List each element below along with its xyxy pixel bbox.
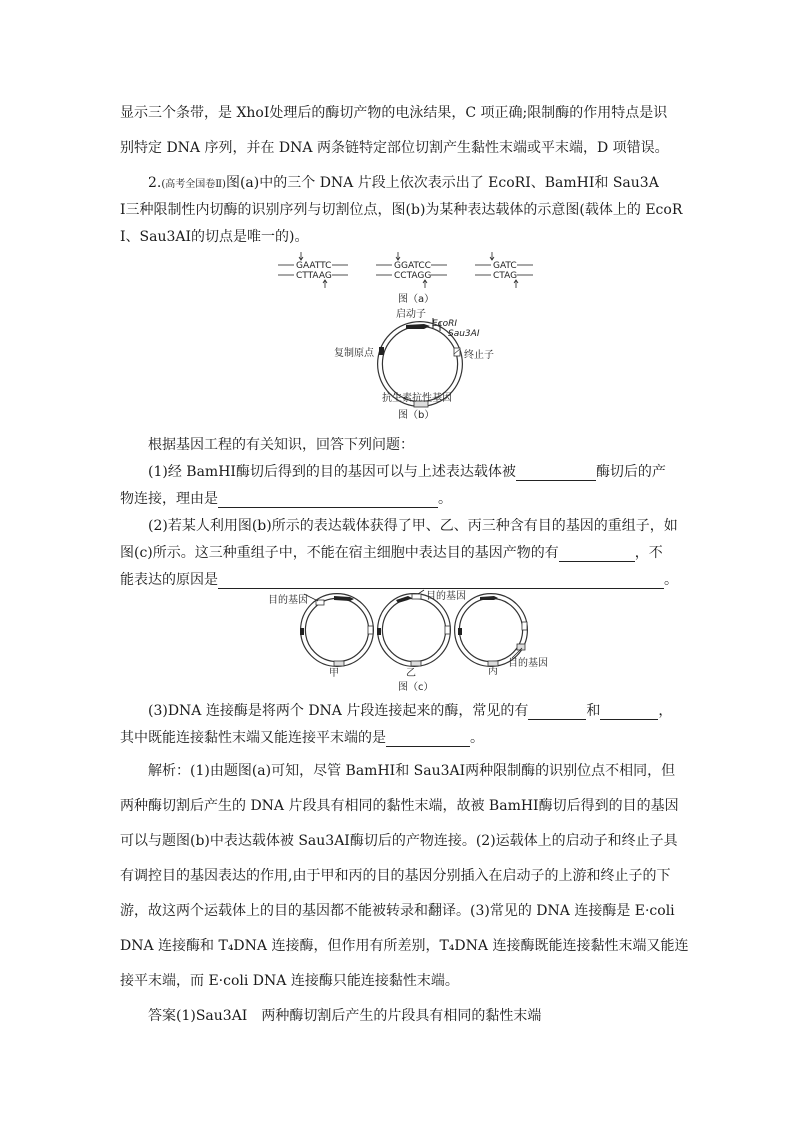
q1-text-a: (1)经 BamHⅠ酶切后得到的目的基因可以与上述表达载体被 bbox=[148, 464, 516, 480]
q3-blank-3[interactable] bbox=[386, 732, 470, 747]
q2-blank-1[interactable] bbox=[559, 547, 635, 562]
q3-end: 。 bbox=[470, 730, 484, 746]
q3-line-2 bbox=[120, 727, 484, 747]
seq1-bottom: CTTAAG bbox=[296, 271, 332, 281]
q1-line-1 bbox=[148, 461, 666, 481]
prev-text-line-2: 别特定 DNA 序列，并在 DNA 两条链特定部位切割产生黏性末端或平末端，D 项错误。 bbox=[120, 140, 669, 156]
figure-b bbox=[320, 308, 520, 423]
terminator-label: 终止子 bbox=[464, 350, 494, 361]
origin-label: 复制原点 bbox=[334, 348, 374, 359]
figure-a-caption: 图（a） bbox=[398, 294, 435, 305]
q1-blank-2[interactable] bbox=[218, 493, 438, 508]
seq2-top: GGATCC bbox=[394, 261, 431, 271]
q3-blank-1[interactable] bbox=[528, 705, 586, 720]
seq1-top: GAATTC bbox=[296, 261, 332, 271]
intro-line: 根据基因工程的有关知识，回答下列问题： bbox=[148, 437, 414, 453]
figure-b-caption: 图（b） bbox=[398, 410, 435, 421]
analysis-line-6: DNA 连接酶和 T₄DNA 连接酶，但作用有所差别，T₄DNA 连接酶既能连接黏性末端又能连 bbox=[120, 938, 689, 954]
q1-end: 。 bbox=[438, 491, 452, 507]
analysis-line-3: 可以与题图(b)中表达载体被 Sau3AⅠ酶切后的产物连接。(2)运载体上的启动子和终止子具 bbox=[120, 833, 678, 849]
q2-text-b-end: ，不 bbox=[634, 545, 663, 561]
analysis-line-2: 两种酶切割后产生的 DNA 片段具有相同的黏性末端，故被 BamHⅠ酶切后得到的目的基因 bbox=[120, 798, 679, 814]
figure-c bbox=[262, 588, 562, 698]
question-stem-line-1 bbox=[148, 172, 659, 192]
yi-label: 乙 bbox=[406, 668, 416, 679]
q3-and: 和 bbox=[586, 703, 601, 719]
question-stem-line-3: Ⅰ、Sau3AⅠ的切点是唯一的)。 bbox=[120, 229, 309, 245]
target-gene-label-bing: 目的基因 bbox=[508, 658, 548, 669]
terminator-block bbox=[454, 348, 460, 356]
question-source: (高考全国卷Ⅱ) bbox=[161, 179, 226, 190]
target-gene-label-jia: 目的基因 bbox=[268, 595, 308, 606]
q1-text-c: 物连接，理由是 bbox=[120, 491, 218, 507]
jia-label: 甲 bbox=[329, 668, 339, 679]
q2-blank-2[interactable] bbox=[218, 574, 664, 589]
bing-label: 丙 bbox=[488, 666, 498, 677]
q2-end: 。 bbox=[664, 572, 678, 588]
promoter-label: 启动子 bbox=[396, 309, 426, 320]
q2-text-b: 图(c)所示。这三种重组子中，不能在宿主细胞中表达目的基因产物的有 bbox=[120, 545, 559, 561]
answer-line: 答案(1)Sau3AⅠ 两种酶切割后产生的片段具有相同的黏性末端 bbox=[148, 1008, 542, 1024]
q2-line-1: (2)若某人利用图(b)所示的表达载体获得了甲、乙、丙三种含有目的基因的重组子，如 bbox=[148, 518, 678, 534]
q3-line-1 bbox=[148, 700, 672, 720]
plasmid-jia bbox=[300, 594, 373, 666]
q3-text-b: 其中既能连接黏性末端又能连接平末端的是 bbox=[120, 730, 386, 746]
analysis-line-5: 游，故这两个运载体上的目的基因都不能被转录和翻译。(3)常见的 DNA 连接酶是 E·coli bbox=[120, 903, 675, 919]
q3-blank-2[interactable] bbox=[600, 705, 658, 720]
q2-line-3 bbox=[120, 569, 678, 589]
plasmid-bing bbox=[457, 596, 527, 666]
analysis-line-7: 接平末端，而 E·coli DNA 连接酶只能连接黏性末端。 bbox=[120, 973, 459, 989]
seq3-bottom: CTAG bbox=[493, 271, 518, 281]
resistance-label: 抗生素抗性基因 bbox=[382, 393, 452, 404]
seq2-bottom: CCTAGG bbox=[394, 271, 432, 281]
analysis-line-1: 解析：(1)由题图(a)可知，尽管 BamHⅠ和 Sau3AⅠ两种限制酶的识别位点不相同，但 bbox=[148, 763, 676, 779]
stem-text-1: 图(a)中的三个 DNA 片段上依次表示出了 EcoRⅠ、BamHⅠ和 Sau3A bbox=[225, 175, 659, 191]
seq3-top: GATC bbox=[493, 261, 517, 271]
analysis-line-4: 有调控目的基因表达的作用,由于甲和丙的目的基因分别插入在启动子的上游和终止子的下 bbox=[120, 868, 671, 884]
figure-a bbox=[270, 250, 560, 308]
question-number: 2. bbox=[148, 175, 162, 191]
question-stem-line-2: Ⅰ三种限制性内切酶的识别序列与切割位点，图(b)为某种表达载体的示意图(载体上的 EcoR bbox=[120, 202, 683, 218]
target-gene-label-yi: 目的基因 bbox=[426, 591, 466, 602]
ecori-label: EcoRⅠ bbox=[432, 319, 458, 329]
prev-text-line-1: 显示三个条带，是 XhoⅠ处理后的酶切产物的电泳结果，C 项正确;限制酶的作用特点是识 bbox=[120, 105, 668, 121]
q1-line-2 bbox=[120, 488, 452, 508]
origin-block bbox=[379, 347, 384, 355]
q2-line-2 bbox=[120, 542, 663, 562]
q2-text-c: 能表达的原因是 bbox=[120, 572, 218, 588]
q3-comma: ， bbox=[658, 703, 673, 719]
q1-blank-1[interactable] bbox=[516, 466, 596, 481]
sau3a-label: Sau3AⅠ bbox=[448, 329, 480, 339]
q3-text-a: (3)DNA 连接酶是将两个 DNA 片段连接起来的酶，常见的有 bbox=[148, 703, 529, 719]
q1-text-b: 酶切后的产 bbox=[595, 464, 666, 480]
figure-c-caption: 图（c） bbox=[398, 682, 434, 693]
